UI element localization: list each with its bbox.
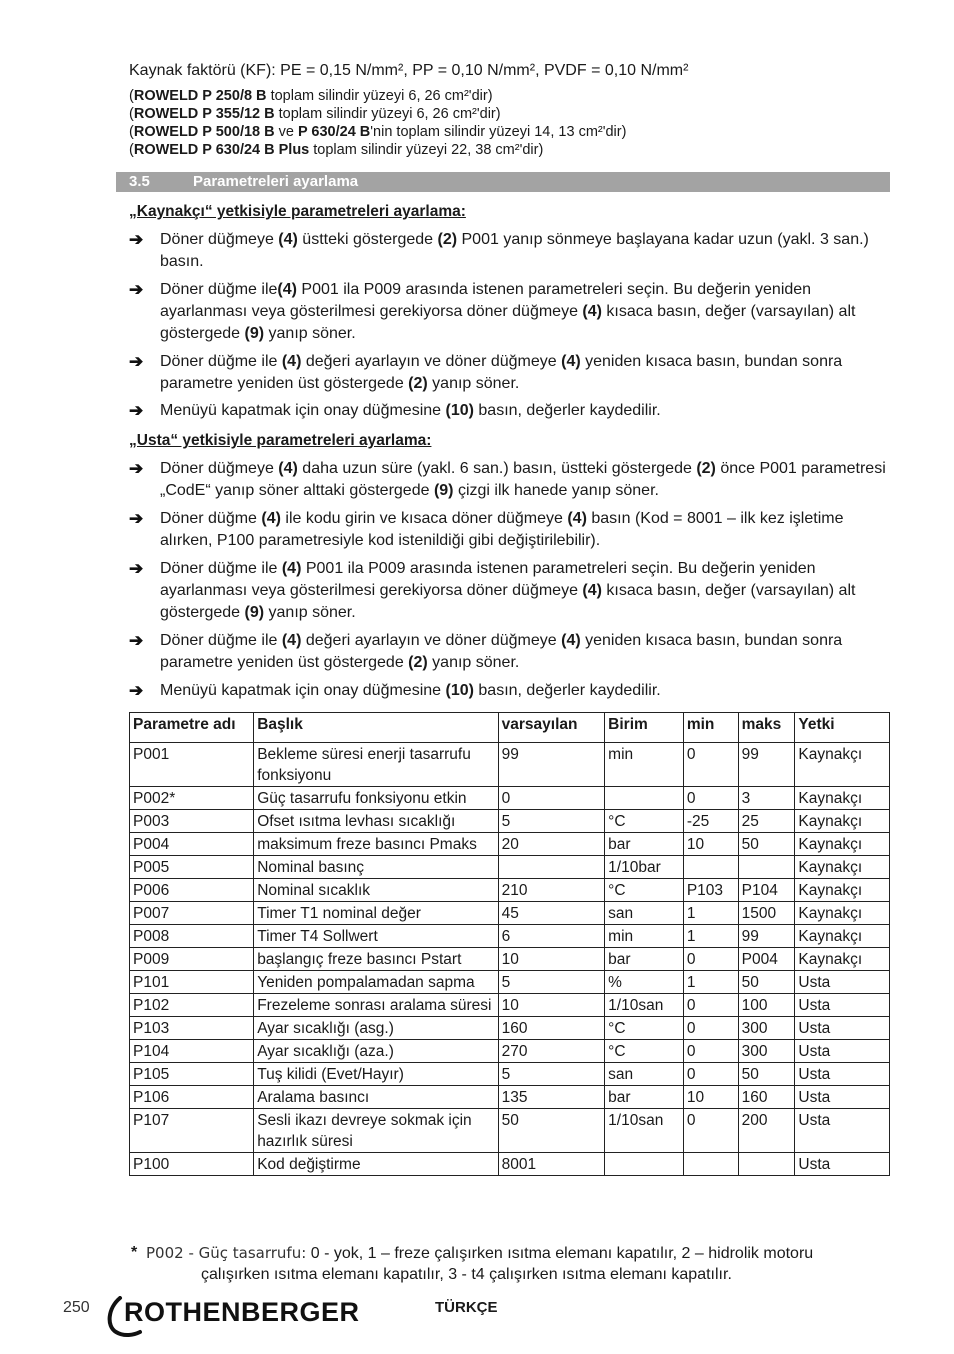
max-cell: 3 <box>738 787 795 810</box>
unit-cell <box>605 787 684 810</box>
title-cell: Tuş kilidi (Evet/Hayır) <box>254 1063 498 1086</box>
instruction-text: Döner düğme ile(4) P001 ila P009 arasında istenen parametreleri seçin. Bu değerin yeniden ayarlanması veya gösterilmesi gerekiyorsa döner düğmeye (4) kısaca basın, değer (varsayılan) alt göstergede (9) yanıp söner. <box>160 281 856 342</box>
column-header: Başlık <box>254 713 498 743</box>
welder-subheading: „Kaynakçı“ yetkisiyle parametreleri ayarlama: <box>129 203 466 220</box>
max-cell <box>738 856 795 879</box>
table-row <box>130 925 890 948</box>
min-cell: 1 <box>683 902 738 925</box>
arrow-right-icon: ➔ <box>129 459 144 478</box>
instruction-text: Döner düğme (4) ile kodu girin ve kısaca döner düğmeye (4) basın (Kod = 8001 – ilk kez işletime alırken, P100 parametresiyle kod istenildiği gibi değiştirilebilir). <box>160 510 844 549</box>
min-cell: P103 <box>683 879 738 902</box>
max-cell <box>738 1153 795 1176</box>
title-cell: Kod değiştirme <box>254 1153 498 1176</box>
column-header: Parametre adı <box>130 713 254 743</box>
unit-cell: °C <box>605 1017 684 1040</box>
default-cell: 270 <box>498 1040 605 1063</box>
model-line: (ROWELD P 250/8 B toplam silindir yüzeyi 6, 26 cm²'dir) <box>129 88 493 104</box>
brand-wordmark: ROTHENBERGER <box>124 1297 360 1327</box>
title-cell: Timer T4 Sollwert <box>254 925 498 948</box>
min-cell: 0 <box>683 1017 738 1040</box>
param-name-cell: P005 <box>130 856 254 879</box>
footnote-line: P002 - Güç tasarrufu: 0 - yok, 1 – freze çalışırken ısıtma elemanı kapatılır, 2 – hidrolik motoru <box>146 1244 814 1262</box>
instruction-text: Döner düğmeye (4) üstteki göstergede (2) P001 yanıp sönmeye başlayana kadar uzun (yakl. 3 san.) basın. <box>160 231 869 270</box>
unit-cell: min <box>605 743 684 787</box>
table-row <box>130 787 890 810</box>
title-cell: Nominal basınç <box>254 856 498 879</box>
title-cell: Ayar sıcaklığı (asg.) <box>254 1017 498 1040</box>
max-cell: 50 <box>738 971 795 994</box>
authority-cell: Kaynakçı <box>795 902 890 925</box>
table-row <box>130 994 890 1017</box>
authority-cell: Kaynakçı <box>795 833 890 856</box>
title-cell: Bekleme süresi enerji tasarrufu fonksiyonu <box>254 743 498 787</box>
min-cell: 0 <box>683 743 738 787</box>
model-cylinder-list <box>129 87 626 159</box>
column-header: Birim <box>605 713 684 743</box>
authority-cell: Usta <box>795 994 890 1017</box>
min-cell: 0 <box>683 994 738 1017</box>
max-cell: 160 <box>738 1086 795 1109</box>
unit-cell: 1/10san <box>605 1109 684 1153</box>
column-header: varsayılan <box>498 713 605 743</box>
min-cell: 0 <box>683 1063 738 1086</box>
authority-cell: Kaynakçı <box>795 743 890 787</box>
authority-cell: Kaynakçı <box>795 856 890 879</box>
min-cell: 0 <box>683 1109 738 1153</box>
table-row <box>130 1017 890 1040</box>
table-row <box>130 902 890 925</box>
unit-cell: san <box>605 902 684 925</box>
param-name-cell: P006 <box>130 879 254 902</box>
default-cell: 45 <box>498 902 605 925</box>
unit-cell: % <box>605 971 684 994</box>
arrow-right-icon: ➔ <box>129 352 144 371</box>
model-line: (ROWELD P 355/12 B toplam silindir yüzeyi 6, 26 cm²'dir) <box>129 106 501 122</box>
default-cell: 210 <box>498 879 605 902</box>
default-cell <box>498 856 605 879</box>
section-title: Parametreleri ayarlama <box>193 173 359 190</box>
param-name-cell: P008 <box>130 925 254 948</box>
column-header: Yetki <box>795 713 890 743</box>
default-cell: 160 <box>498 1017 605 1040</box>
min-cell: -25 <box>683 810 738 833</box>
arrow-right-icon: ➔ <box>129 280 144 299</box>
min-cell: 10 <box>683 1086 738 1109</box>
table-body <box>130 743 890 1176</box>
instruction-text: Menüyü kapatmak için onay düğmesine (10) basın, değerler kaydedilir. <box>160 682 661 699</box>
default-cell: 20 <box>498 833 605 856</box>
min-cell: 1 <box>683 971 738 994</box>
max-cell: 50 <box>738 833 795 856</box>
title-cell: Timer T1 nominal değer <box>254 902 498 925</box>
authority-cell: Usta <box>795 1063 890 1086</box>
master-subheading: „Usta“ yetkisiyle parametreleri ayarlama: <box>129 432 432 449</box>
table-header-row <box>130 713 890 743</box>
footnote-marker: * <box>131 1244 138 1261</box>
authority-cell: Kaynakçı <box>795 948 890 971</box>
max-cell: 200 <box>738 1109 795 1153</box>
default-cell: 50 <box>498 1109 605 1153</box>
param-name-cell: P004 <box>130 833 254 856</box>
param-name-cell: P002* <box>130 787 254 810</box>
min-cell: 0 <box>683 787 738 810</box>
table-row <box>130 743 890 787</box>
column-header: maks <box>738 713 795 743</box>
authority-cell: Usta <box>795 1109 890 1153</box>
default-cell: 10 <box>498 994 605 1017</box>
param-name-cell: P105 <box>130 1063 254 1086</box>
title-cell: Sesli ikazı devreye sokmak için hazırlık süresi <box>254 1109 498 1153</box>
instruction-text: Döner düğme ile (4) değeri ayarlayın ve döner düğmeye (4) yeniden kısaca basın, bundan sonra parametre yeniden üst göstergede (2) yanıp söner. <box>160 632 843 671</box>
unit-cell: 1/10san <box>605 994 684 1017</box>
authority-cell: Usta <box>795 1040 890 1063</box>
table-row <box>130 833 890 856</box>
table-row <box>130 971 890 994</box>
table-row <box>130 879 890 902</box>
title-cell: Yeniden pompalamadan sapma <box>254 971 498 994</box>
unit-cell: bar <box>605 1086 684 1109</box>
title-cell: başlangıç freze basıncı Pstart <box>254 948 498 971</box>
max-cell: 300 <box>738 1040 795 1063</box>
page-number: 250 <box>63 1299 90 1316</box>
table-row <box>130 810 890 833</box>
table-row <box>130 1109 890 1153</box>
min-cell <box>683 1153 738 1176</box>
max-cell: 99 <box>738 925 795 948</box>
authority-cell: Kaynakçı <box>795 925 890 948</box>
unit-cell <box>605 1153 684 1176</box>
param-name-cell: P102 <box>130 994 254 1017</box>
default-cell: 99 <box>498 743 605 787</box>
section-number: 3.5 <box>129 173 150 190</box>
model-line: (ROWELD P 500/18 B ve P 630/24 B'nin toplam silindir yüzeyi 14, 13 cm²'dir) <box>129 124 627 140</box>
max-cell: 300 <box>738 1017 795 1040</box>
unit-cell: °C <box>605 1040 684 1063</box>
title-cell: Nominal sıcaklık <box>254 879 498 902</box>
max-cell: P004 <box>738 948 795 971</box>
authority-cell: Usta <box>795 1017 890 1040</box>
param-name-cell: P104 <box>130 1040 254 1063</box>
authority-cell: Usta <box>795 1086 890 1109</box>
title-cell: Aralama basıncı <box>254 1086 498 1109</box>
arrow-right-icon: ➔ <box>129 509 144 528</box>
unit-cell: bar <box>605 948 684 971</box>
min-cell: 1 <box>683 925 738 948</box>
param-name-cell: P103 <box>130 1017 254 1040</box>
max-cell: 99 <box>738 743 795 787</box>
instruction-text: Menüyü kapatmak için onay düğmesine (10) basın, değerler kaydedilir. <box>160 402 661 419</box>
unit-cell: min <box>605 925 684 948</box>
max-cell: P104 <box>738 879 795 902</box>
table-row <box>130 856 890 879</box>
table-row <box>130 1153 890 1176</box>
parameter-table <box>129 712 890 1176</box>
welding-factor-line: Kaynak faktörü (KF): PE = 0,15 N/mm², PP = 0,10 N/mm², PVDF = 0,10 N/mm² <box>129 62 689 79</box>
authority-cell: Usta <box>795 1153 890 1176</box>
model-line: (ROWELD P 630/24 B Plus toplam silindir yüzeyi 22, 38 cm²'dir) <box>129 142 544 158</box>
authority-cell: Kaynakçı <box>795 879 890 902</box>
table-row <box>130 1063 890 1086</box>
table-row <box>130 1086 890 1109</box>
footnote-reference: P002 - Güç tasarrufu: <box>146 1244 307 1262</box>
param-name-cell: P001 <box>130 743 254 787</box>
default-cell: 135 <box>498 1086 605 1109</box>
title-cell: Ofset ısıtma levhası sıcaklığı <box>254 810 498 833</box>
default-cell: 0 <box>498 787 605 810</box>
param-name-cell: P100 <box>130 1153 254 1176</box>
title-cell: Ayar sıcaklığı (aza.) <box>254 1040 498 1063</box>
default-cell: 10 <box>498 948 605 971</box>
max-cell: 100 <box>738 994 795 1017</box>
param-name-cell: P003 <box>130 810 254 833</box>
instruction-text: Döner düğmeye (4) daha uzun süre (yakl. 6 san.) basın, üstteki göstergede (2) önce P001 parametresi „CodE“ yanıp söner alttaki göstergede (9) çizgi ilk hanede yanıp söner. <box>160 460 886 499</box>
arrow-right-icon: ➔ <box>129 681 144 700</box>
unit-cell: san <box>605 1063 684 1086</box>
arrow-right-icon: ➔ <box>129 401 144 420</box>
param-name-cell: P106 <box>130 1086 254 1109</box>
arrow-right-icon: ➔ <box>129 631 144 650</box>
authority-cell: Kaynakçı <box>795 787 890 810</box>
unit-cell: °C <box>605 879 684 902</box>
param-name-cell: P007 <box>130 902 254 925</box>
unit-cell: 1/10bar <box>605 856 684 879</box>
title-cell: maksimum freze basıncı Pmaks <box>254 833 498 856</box>
max-cell: 50 <box>738 1063 795 1086</box>
default-cell: 8001 <box>498 1153 605 1176</box>
instruction-text: Döner düğme ile (4) değeri ayarlayın ve döner düğmeye (4) yeniden kısaca basın, bundan sonra parametre yeniden üst göstergede (2) yanıp söner. <box>160 353 843 392</box>
arrow-right-icon: ➔ <box>129 559 144 578</box>
authority-cell: Kaynakçı <box>795 810 890 833</box>
min-cell: 0 <box>683 1040 738 1063</box>
default-cell: 5 <box>498 1063 605 1086</box>
title-cell: Güç tasarrufu fonksiyonu etkin <box>254 787 498 810</box>
max-cell: 25 <box>738 810 795 833</box>
authority-cell: Usta <box>795 971 890 994</box>
param-name-cell: P107 <box>130 1109 254 1153</box>
unit-cell: °C <box>605 810 684 833</box>
default-cell: 5 <box>498 971 605 994</box>
footnote-line: çalışırken ısıtma elemanı kapatılır, 3 - t4 çalışırken ısıtma elemanı kapatılır. <box>201 1266 732 1283</box>
max-cell: 1500 <box>738 902 795 925</box>
instruction-text: Döner düğme ile (4) P001 ila P009 arasında istenen parametreleri seçin. Bu değerin yeniden ayarlanması veya gösterilmesi gerekiyorsa döner düğmeye (4) kısaca basın, değer (varsayılan) alt göstergede (9) yanıp söner. <box>160 560 856 621</box>
default-cell: 6 <box>498 925 605 948</box>
param-name-cell: P101 <box>130 971 254 994</box>
unit-cell: bar <box>605 833 684 856</box>
title-cell: Frezeleme sonrası aralama süresi <box>254 994 498 1017</box>
language-label: TÜRKÇE <box>435 1299 498 1316</box>
table-row <box>130 948 890 971</box>
default-cell: 5 <box>498 810 605 833</box>
arrow-right-icon: ➔ <box>129 230 144 249</box>
param-name-cell: P009 <box>130 948 254 971</box>
min-cell: 10 <box>683 833 738 856</box>
section-header-bar <box>116 172 890 192</box>
min-cell: 0 <box>683 948 738 971</box>
table-row <box>130 1040 890 1063</box>
min-cell <box>683 856 738 879</box>
column-header: min <box>683 713 738 743</box>
